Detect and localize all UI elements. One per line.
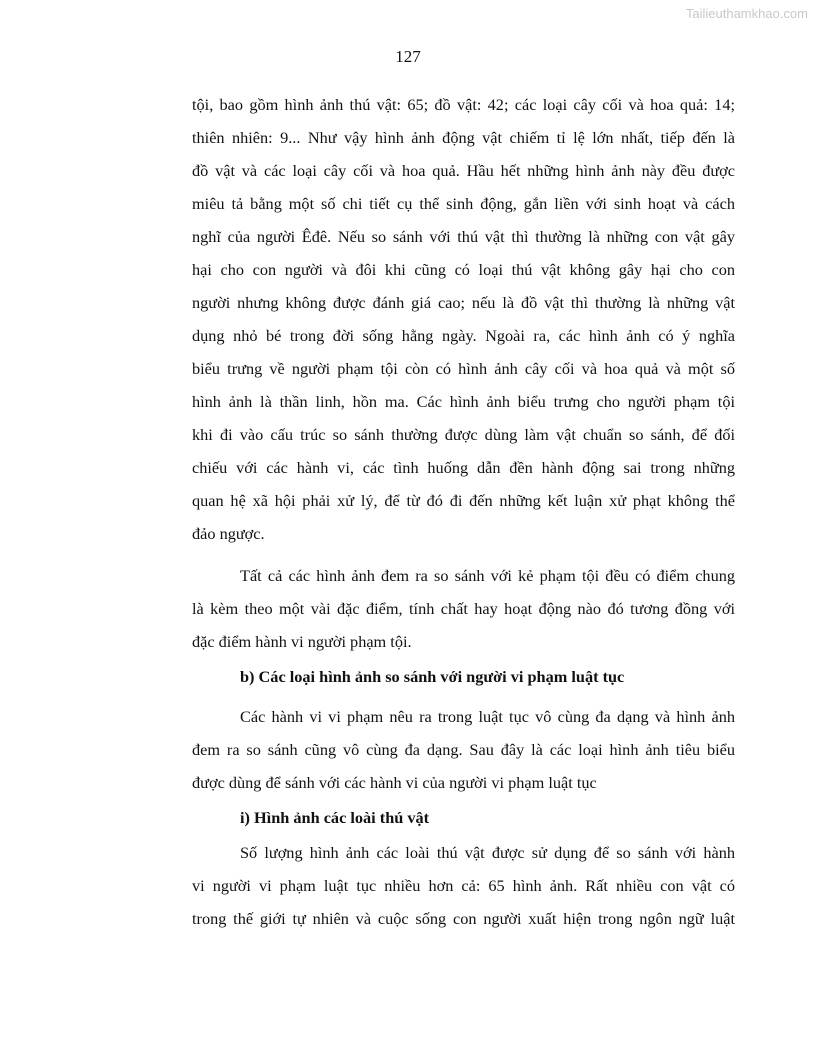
text-line: là kèm theo một vài đặc điểm, tính chất hay hoạt động nào đó tương đồng với [192, 599, 735, 618]
section-heading: b) Các loại hình ảnh so sánh với người vi phạm luật tục [240, 667, 625, 686]
text-line: đồ vật và các loại cây cối và hoa quả. Hầu hết những hình ảnh này đều được [192, 161, 735, 180]
text-line: người nhưng không được đánh giá cao; nếu là đồ vật thì thường là những vật [192, 293, 735, 312]
text-line: được dùng để sánh với các hành vi của người vi phạm luật tục [192, 773, 597, 792]
text-line: tội, bao gồm hình ảnh thú vật: 65; đồ vật: 42; các loại cây cối và hoa quả: 14; [192, 95, 735, 114]
watermark: Tailieuthamkhao.com [685, 6, 808, 21]
text-line: chiếu với các hành vi, các tình huống dẫn đền hành động sai trong những [192, 458, 735, 477]
text-line: Các hành vi vi phạm nêu ra trong luật tục vô cùng đa dạng và hình ảnh [240, 707, 735, 726]
text-line: thiên nhiên: 9... Như vậy hình ảnh động vật chiếm tỉ lệ lớn nhất, tiếp đến là [192, 128, 735, 147]
text-line: hình ảnh là thần linh, hồn ma. Các hình ảnh biểu trưng cho người phạm tội [192, 392, 735, 411]
page-number: 127 [395, 47, 421, 66]
text-line: quan hệ xã hội phải xử lý, để từ đó đi đến những kết luận xử phạt không thể [192, 491, 735, 510]
text-line: biểu trưng về người phạm tội còn có hình ảnh cây cối và hoa quả và một số [192, 359, 735, 378]
text-line: hại cho con người và đôi khi cũng có loại thú vật không gây hại cho con [192, 260, 735, 279]
text-line: Số lượng hình ảnh các loài thú vật được sử dụng để so sánh với hành [240, 843, 735, 862]
text-line: nghĩ của người Êđê. Nếu so sánh với thú vật thì thường là những con vật gây [192, 227, 735, 246]
text-line: đặc điểm hành vi người phạm tội. [192, 632, 412, 651]
text-line: trong thế giới tự nhiên và cuộc sống con người xuất hiện trong ngôn ngữ luật [192, 909, 735, 928]
text-line: đảo ngược. [192, 524, 265, 543]
text-line: vi người vi phạm luật tục nhiều hơn cả: 65 hình ảnh. Rất nhiều con vật có [192, 876, 735, 895]
subsection-heading: i) Hình ảnh các loài thú vật [240, 808, 430, 827]
text-line: đem ra so sánh cũng vô cùng đa dạng. Sau đây là các loại hình ảnh tiêu biểu [192, 740, 735, 759]
text-line: Tất cả các hình ảnh đem ra so sánh với kẻ phạm tội đều có điểm chung [240, 566, 735, 585]
text-line: dụng nhỏ bé trong đời sống hằng ngày. Ngoài ra, các hình ảnh có ý nghĩa [192, 326, 735, 345]
text-line: miêu tả bằng một số chi tiết cụ thể sinh động, gắn liền với sinh hoạt và cách [192, 194, 735, 213]
text-line: khi đi vào cấu trúc so sánh thường được dùng làm vật chuẩn so sánh, để đối [192, 425, 735, 444]
